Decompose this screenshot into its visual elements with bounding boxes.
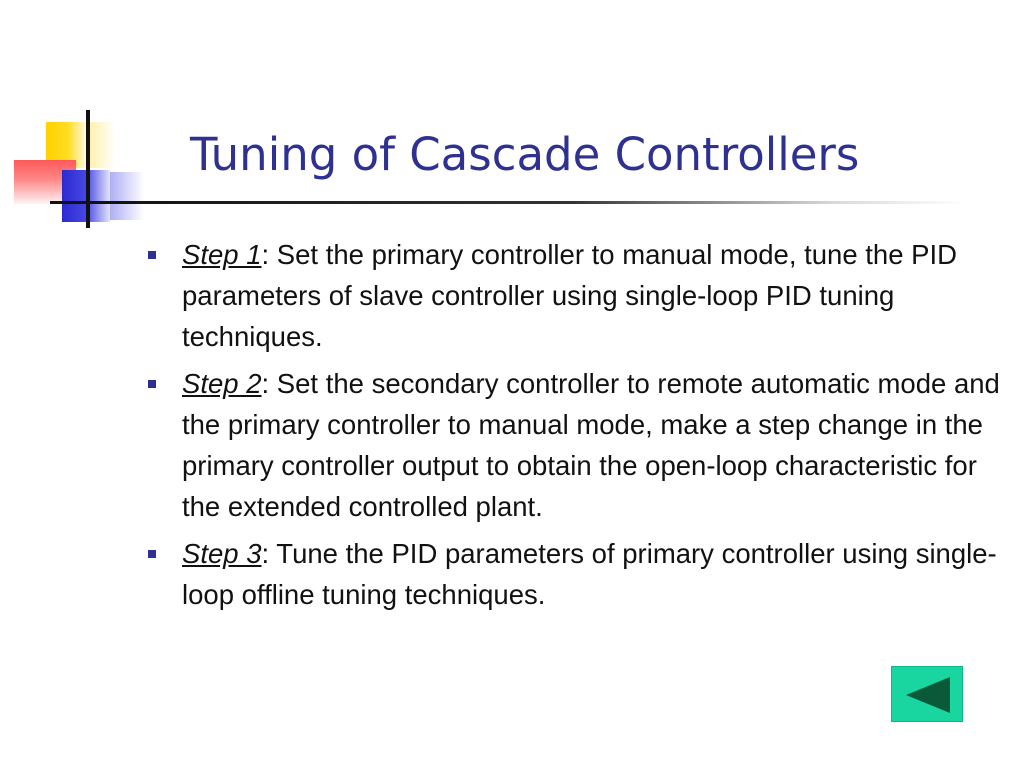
- logo-vertical-line: [86, 110, 90, 228]
- bullet-item-step-3: [140, 533, 1000, 615]
- step-label: Step 3: [182, 538, 262, 569]
- blue-fade: [110, 172, 144, 220]
- back-navigation-button[interactable]: [891, 666, 963, 722]
- yellow-fade: [86, 122, 116, 168]
- square-bullet-icon: [148, 251, 156, 259]
- title-underline-rule: [86, 201, 966, 204]
- step-text: : Tune the PID parameters of primary controller using single-loop offline tuning techniques.: [182, 538, 997, 610]
- bullet-item-step-1: [140, 234, 1000, 357]
- square-bullet-icon: [148, 550, 156, 558]
- slide-title: Tuning of Cascade Controllers: [190, 128, 860, 181]
- decorative-logo: [0, 100, 150, 240]
- square-bullet-icon: [148, 380, 156, 388]
- bullet-list: [140, 234, 1000, 621]
- bullet-item-step-2: [140, 363, 1000, 527]
- step-text: : Set the primary controller to manual mode, tune the PID parameters of slave controller using single-loop PID tuning techniques.: [182, 239, 957, 352]
- triangle-left-icon: [892, 667, 964, 723]
- step-label: Step 2: [182, 368, 262, 399]
- step-text: : Set the secondary controller to remote automatic mode and the primary controller to manual mode, make a step change in the primary controller output to obtain the open-loop characteristic for the extended controlled plant.: [182, 368, 1000, 522]
- step-label: Step 1: [182, 239, 262, 270]
